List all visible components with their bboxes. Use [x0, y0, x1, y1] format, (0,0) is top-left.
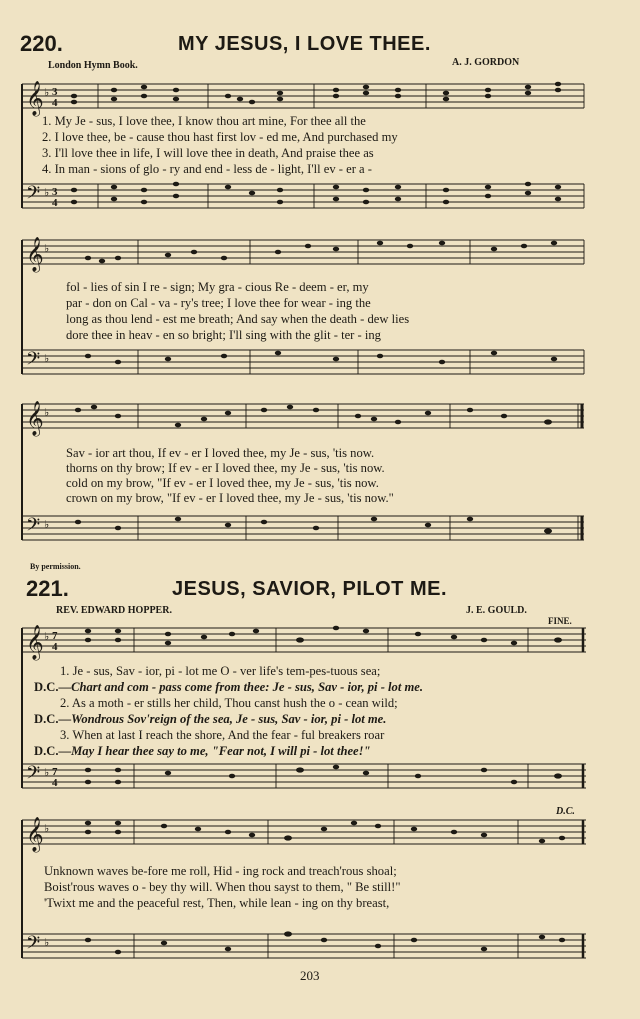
lyric-line [60, 728, 384, 743]
svg-text:𝄢: 𝄢 [26, 762, 41, 787]
lyric-line: par - don on Cal - va - ry's tree; I love thee for wear - ing the [66, 296, 371, 310]
lyric-line: 2. I love thee, be - cause thou hast first lov - ed me, And purchased my [42, 130, 398, 144]
svg-text:♭: ♭ [44, 87, 50, 99]
permission-note: By permission. [30, 562, 81, 571]
composer-credit: J. E. GOULD. [466, 605, 527, 616]
hymn-title: JESUS, SAVIOR, PILOT ME. [172, 578, 448, 600]
lyric-line [60, 696, 398, 711]
lyric-line: 1. My Je - sus, I love thee, I know thou art mine, For thee all the [42, 114, 366, 128]
hymn-title: MY JESUS, I LOVE THEE. [178, 33, 431, 55]
lyric-text: Chart and com - pass come from thee: Je - sus, Sav - ior, pi - lot me. [71, 680, 424, 694]
svg-text:𝄢: 𝄢 [26, 348, 41, 373]
svg-text:♭: ♭ [44, 353, 50, 365]
svg-text:4: 4 [52, 197, 58, 209]
lyric-line: 'Twixt me and the peaceful rest, Then, while lean - ing on thy breast, [44, 896, 390, 910]
lyric-line: Unknown waves be-fore me roll, Hid - ing rock and treach'rous shoal; [44, 864, 397, 878]
lyric-text: May I hear thee say to me, "Fear not, I will pi - lot thee!" [71, 744, 371, 758]
lyric-line: 3. I'll love thee in life, I will love thee in death, And praise thee as [42, 146, 374, 160]
svg-text:𝄞: 𝄞 [26, 238, 44, 271]
hymn-number: 220. [20, 31, 63, 56]
svg-text:♭: ♭ [44, 407, 50, 419]
lyric-line: 4. In man - sions of glo - ry and end - less de - light, I'll ev - er a - [42, 162, 372, 176]
svg-text:♭: ♭ [44, 631, 50, 643]
svg-text:♭: ♭ [44, 937, 50, 949]
dc-line [34, 680, 423, 695]
svg-text:3: 3 [52, 86, 58, 98]
svg-text:𝄞: 𝄞 [26, 402, 44, 435]
dc-label: D.C.— [34, 744, 72, 758]
tune-source: London Hymn Book. [48, 60, 138, 71]
svg-text:𝄢: 𝄢 [26, 182, 41, 207]
dc-line [34, 712, 386, 727]
svg-text:4: 4 [52, 641, 58, 653]
dc-mark: D.C. [556, 806, 575, 817]
lyric-text: 3. When at last I reach the shore, And the fear - ful breakers roar [60, 728, 385, 742]
lyric-line: long as thou lend - est me breath; And say when the death - dew lies [66, 312, 410, 326]
lyric-text: 2. As a moth - er stills her child, Thou canst hush the o - cean wild; [60, 696, 398, 710]
hymn-number: 221. [26, 576, 69, 601]
author-credit: REV. EDWARD HOPPER. [56, 605, 172, 616]
dc-label: D.C.— [34, 680, 72, 694]
dc-line [34, 744, 371, 759]
svg-text:𝄞: 𝄞 [26, 82, 44, 115]
lyric-line: thorns on thy brow; If ev - er I loved thee, my Je - sus, 'tis now. [66, 461, 385, 475]
lyric-line: Boist'rous waves o - bey thy will. When thou sayst to them, " Be still!" [44, 880, 401, 894]
svg-text:4: 4 [52, 777, 58, 789]
svg-text:7: 7 [52, 766, 58, 778]
lyric-line: cold on my brow, "If ev - er I loved thee, my Je - sus, 'tis now. [66, 476, 379, 490]
svg-text:♭: ♭ [44, 767, 50, 779]
svg-text:𝄢: 𝄢 [26, 932, 41, 957]
lyric-line: crown on my brow, "If ev - er I loved thee, my Je - sus, 'tis now." [66, 491, 394, 505]
lyric-line: fol - lies of sin I re - sign; My gra - cious Re - deem - er, my [66, 280, 369, 294]
page-number: 203 [300, 968, 320, 983]
svg-text:♭: ♭ [44, 823, 50, 835]
svg-text:𝄞: 𝄞 [26, 626, 44, 659]
svg-text:𝄢: 𝄢 [26, 514, 41, 539]
svg-text:♭: ♭ [44, 243, 50, 255]
fine-mark: FINE. [548, 616, 572, 626]
dc-label: D.C.— [34, 712, 72, 726]
svg-text:3: 3 [52, 186, 58, 198]
lyric-line: Sav - ior art thou, If ev - er I loved thee, my Je - sus, 'tis now. [66, 446, 375, 460]
lyric-text: Wondrous Sov'reign of the sea, Je - sus, Sav - ior, pi - lot me. [71, 712, 387, 726]
svg-text:♭: ♭ [44, 187, 50, 199]
lyric-line [60, 664, 380, 679]
svg-text:♭: ♭ [44, 519, 50, 531]
svg-text:7: 7 [52, 630, 58, 642]
lyric-text: 1. Je - sus, Sav - ior, pi - lot me O - ver life's tem-pes-tuous sea; [60, 664, 381, 678]
lyric-line: dore thee in heav - en so bright; I'll sing with the glit - ter - ing [66, 328, 381, 342]
svg-text:4: 4 [52, 97, 58, 109]
svg-text:𝄞: 𝄞 [26, 818, 44, 851]
composer-credit: A. J. GORDON [452, 57, 520, 68]
